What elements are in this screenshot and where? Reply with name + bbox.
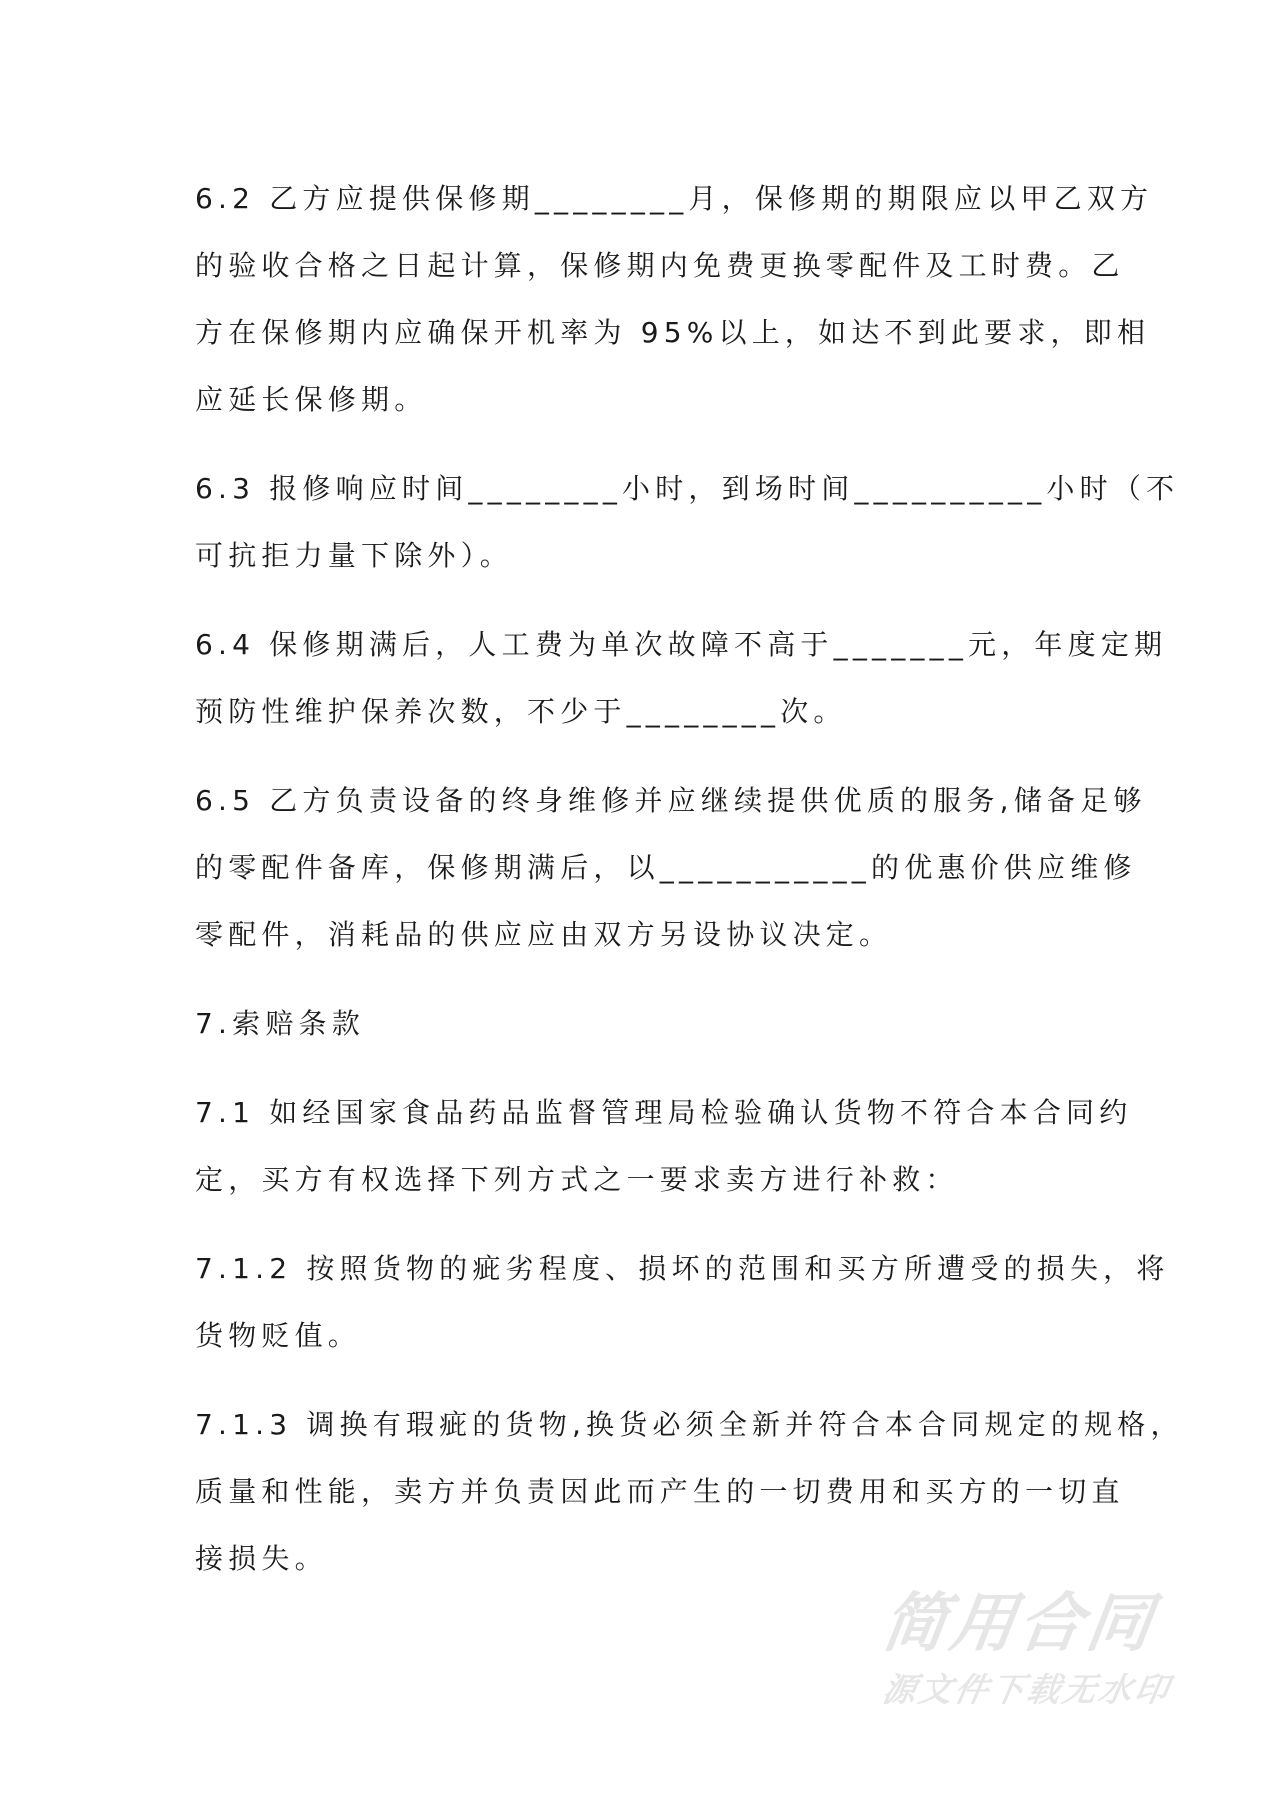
clause-6-4 <box>195 611 1168 745</box>
clause-6-2 <box>195 165 1154 433</box>
clause-7-1 <box>195 1079 1133 1213</box>
text-line: 接损失。 <box>195 1542 328 1575</box>
document-body <box>195 165 1184 1614</box>
text-line: 6.5 乙方负责设备的终身维修并应继续提供优质的服务,储备足够 <box>195 784 1147 817</box>
text-line: 的验收合格之日起计算，保修期内免费更换零配件及工时费。乙 <box>195 249 1125 282</box>
text-line: 质量和性能，卖方并负责因此而产生的一切费用和买方的一切直 <box>195 1475 1125 1508</box>
text-line: 可抗拒力量下除外）。 <box>195 539 514 572</box>
text-line: 方在保修期内应确保开机率为 95%以上，如达不到此要求，即相 <box>195 316 1151 349</box>
text-line: 零配件，消耗品的供应应由双方另设协议决定。 <box>195 918 893 951</box>
text-line: 7.1.2 按照货物的疵劣程度、损坏的范围和买方所遭受的损失，将 <box>195 1252 1170 1285</box>
watermark-title: 简用合同 <box>877 1587 1161 1661</box>
text-line: 预防性维护保养次数，不少于________次。 <box>195 695 847 728</box>
watermark <box>877 1587 1183 1710</box>
text-line: 的零配件备库，保修期满后，以___________的优惠价供应维修 <box>195 851 1137 884</box>
text-line: 6.2 乙方应提供保修期________月，保修期的期限应以甲乙双方 <box>195 182 1154 215</box>
text-line: 定，买方有权选择下列方式之一要求卖方进行补救： <box>195 1163 959 1196</box>
clause-6-5 <box>195 767 1147 968</box>
section-title: 7.索赔条款 <box>195 1007 365 1040</box>
clause-6-3 <box>195 455 1180 589</box>
clause-7-1-2 <box>195 1235 1170 1369</box>
text-line: 6.3 报修响应时间________小时，到场时间__________小时（不 <box>195 472 1180 505</box>
text-line: 货物贬值。 <box>195 1319 362 1352</box>
text-line: 应延长保修期。 <box>195 383 428 416</box>
text-line: 7.1.3 调换有瑕疵的货物,换货必须全新并符合本合同规定的规格， <box>195 1408 1184 1441</box>
text-line: 7.1 如经国家食品药品监督管理局检验确认货物不符合本合同约 <box>195 1096 1133 1129</box>
clause-7-1-3 <box>195 1391 1184 1592</box>
section-heading-7 <box>195 990 1085 1057</box>
text-line: 6.4 保修期满后，人工费为单次故障不高于_______元，年度定期 <box>195 628 1168 661</box>
watermark-subtitle: 源文件下载无水印 <box>879 1670 1175 1709</box>
